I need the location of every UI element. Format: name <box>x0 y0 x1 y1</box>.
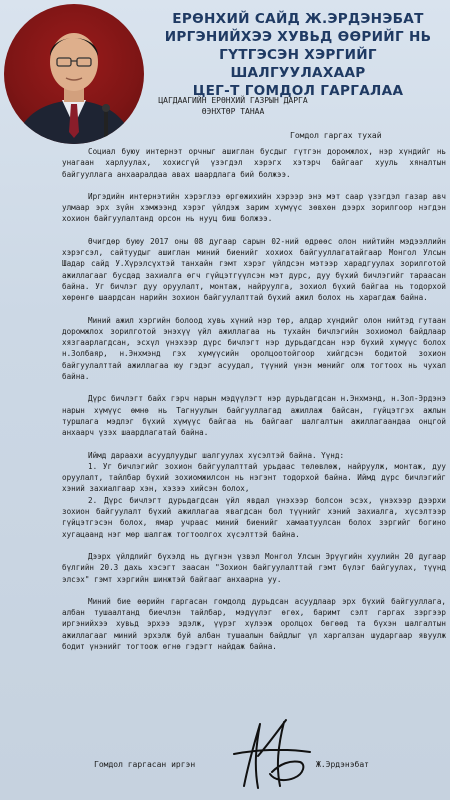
letter-body <box>62 146 446 663</box>
headline <box>150 10 446 100</box>
addressee-line: ӨЭНХТӨР ТАНАА <box>201 107 265 116</box>
paragraph: Социал буюу интернэт орчныг ашиглан бусдыг гүтгэн доромжлох, нэр хүндийг нь унагаан харлуулах, хохисгүй үзэгдэл хэрэгх хэтэрч байгааг хууль хяналтын байгууллага анхааралдаа авах шаардлага бий болжээ. <box>62 147 446 179</box>
letter-subject: Гомдол гаргах тухай <box>290 131 382 140</box>
portrait-photo <box>4 4 144 144</box>
handwritten-signature-icon <box>214 716 324 794</box>
signature-block <box>94 716 444 790</box>
numbered-item: 1. Уг бичлэгийг зохион байгуулалттай урьдаас төлөвлөж, найруулж, монтаж, дуу оруулалт, тайлбар бүхий зохиомжилсон нь нэгэнт тодорхой байна. Иймд дүрс бичлэгийг хэний захиалгаар хэн, хэзээ хийсэн болох, <box>62 461 446 494</box>
closing-paragraph: Миний бие өөрийн гаргасан гомдолд дурьдсан асуудлаар эрх бүхий байгууллага, албан тушаалтанд биечлэн тайлбар, мэдүүлэг өгөх, баримт сэлт гаргах зэргээр иргэнийхээ хувьд эрхээ эдэлж, үүрэг хүлээж оролцох бөгөөд та бүхэн шалгалтын ажиллагааг миний эрхэлж буй албан тушаалын байдлыг үл харгалзан шударгаар явуулж бодит үнэнийг тогтоож өгнө гэдэгт найдаж байна. <box>62 596 446 651</box>
addressee-block <box>158 95 308 117</box>
paragraph: Иргэдийн интернэтийн хэрэглээ өргөжихийн хэрээр энэ мэт саар үзэгдэл газар авч улмаар эрх зүйн хэмжээнд хэрэг үйлдэж зарим хүмүүс зөвхөн дээрх зорилгоор нэгдэн хохион байгуулалтанд орсон нь нууц биш болжээ. <box>62 191 446 224</box>
paragraph: Өчигдөр буюу 2017 оны 08 дугаар сарын 02-ний өдрөөс олон нийтийн мэдээллийн хэрэгсэл, сайтуудыг ашиглан миний биенийг хохиох байгууллагатайгаар Монгол Улсын Шадар сайд У.Хүрэлсүхтэй танхайн гэмт хэрэг үйлдсэн мэтээр харадгуулах зорилготой ажиллагааг бусдад захиалга өгч гүйцэтгүүлсэн мэт дурс, дуу бүхий бичлэгийг тараасан байна. Уг бичлэг дуу оруулалт, монтаж, найруулга, зохиол бүхий байгаа нь тодорхой хөрөнгө шаардсан нарийн зохион байгуулалттай бүхий ажил болох нь харагдаж байна. <box>62 236 446 303</box>
law-paragraph: Дээрх үйлдлийг бүхэлд нь дүгнэн үзвэл Монгол Улсын Эрүүгийн хуулийн 20 дугаар бүлгийн 20.3 дахь хэсэгт заасан "Зохион байгуулалттай гэмт бүлэг байгуулах, түүнд элсэх" гэмт хэргийн шинжтэй байгааг анхаарна уу. <box>62 551 446 584</box>
headline-line: ИРГЭНИЙХЭЭ ХУВЬД ӨӨРИЙГ НЬ <box>164 29 432 45</box>
numbered-item: 2. Дүрс бичлэгт дурьдагдсан үйл явдал үнэхээр болсон эсэх, үнэхээр дээрхи зохион байгуулалт бүхий ажиллагаа явагдсан бол түүнийг хэний захиалга, хүсэлтээр гүйцэтгэсэн болох, ямар учраас миний биенийг хамаатуулсан болох зэргийг богино хугацаанд нэг мөр шалгаж тогтоолгох хүсэлттэй байна. <box>62 495 446 539</box>
paragraph: Миний ажил хэргийн болоод хувь хүний нэр төр, алдар хүндийг олон нийтэд гутаан доромжлох зорилготой энэхүү үйл ажиллагаа нь тухайн бичлэгийн зохиомол байдлаар хязгаарлагдсан, эсхүл үнэхээр дүрс бичлэгт нэр дурьдагдсан нэр бүхий хүмүүс болох н.Золбаяр, н.Энхмэнд гэх хүмүүсийн оролцоотойгоор хийгдсэн бодитой зохион байгуулалттай ажиллагаа юу гэдэг асуудал, түүний үнэн мөнийг олж тогтоох нь чухал байна. <box>62 315 446 382</box>
headline-line: ЦЕГ-Т ГОМДОЛ ГАРГАЛАА <box>192 83 404 99</box>
paragraph: Иймд дараахи асуудлуудыг шалгуулах хүсэлтэй байна. Үүнд: <box>88 450 345 460</box>
person-portrait-icon <box>4 4 144 144</box>
signer-name: Ж.Эрдэнэбат <box>316 760 369 769</box>
headline-line: ГҮТГЭСЭН ХЭРГИЙГ ШАЛГУУЛАХААР <box>219 47 377 81</box>
headline-line: ЕРӨНХИЙ САЙД Ж.ЭРДЭНЭБАТ <box>172 11 424 27</box>
paragraph: Дүрс бичлэгт байх гэрч нарын мэдүүлэгт нэр дурьдагдсан н.Энхмэнд, н.Зол-Эрдэнэ нарын хүмүүс өмнө нь Тагнуулын байгууллагад ажиллаж байсан, гүйцэтгэх ажлын туршлага мэдлэг бүхий хүмүүс байгаа нь байгааг шалгалтын ажиллагаандаа онцгой анхаарч үзэх шаардлагатай байна. <box>62 394 446 438</box>
signature-label: Гомдол гаргасан иргэн <box>94 760 196 769</box>
addressee-line: ЦАГДААГИЙН ЕРӨНХИЙ ГАЗРЫН ДАРГА <box>158 96 308 105</box>
